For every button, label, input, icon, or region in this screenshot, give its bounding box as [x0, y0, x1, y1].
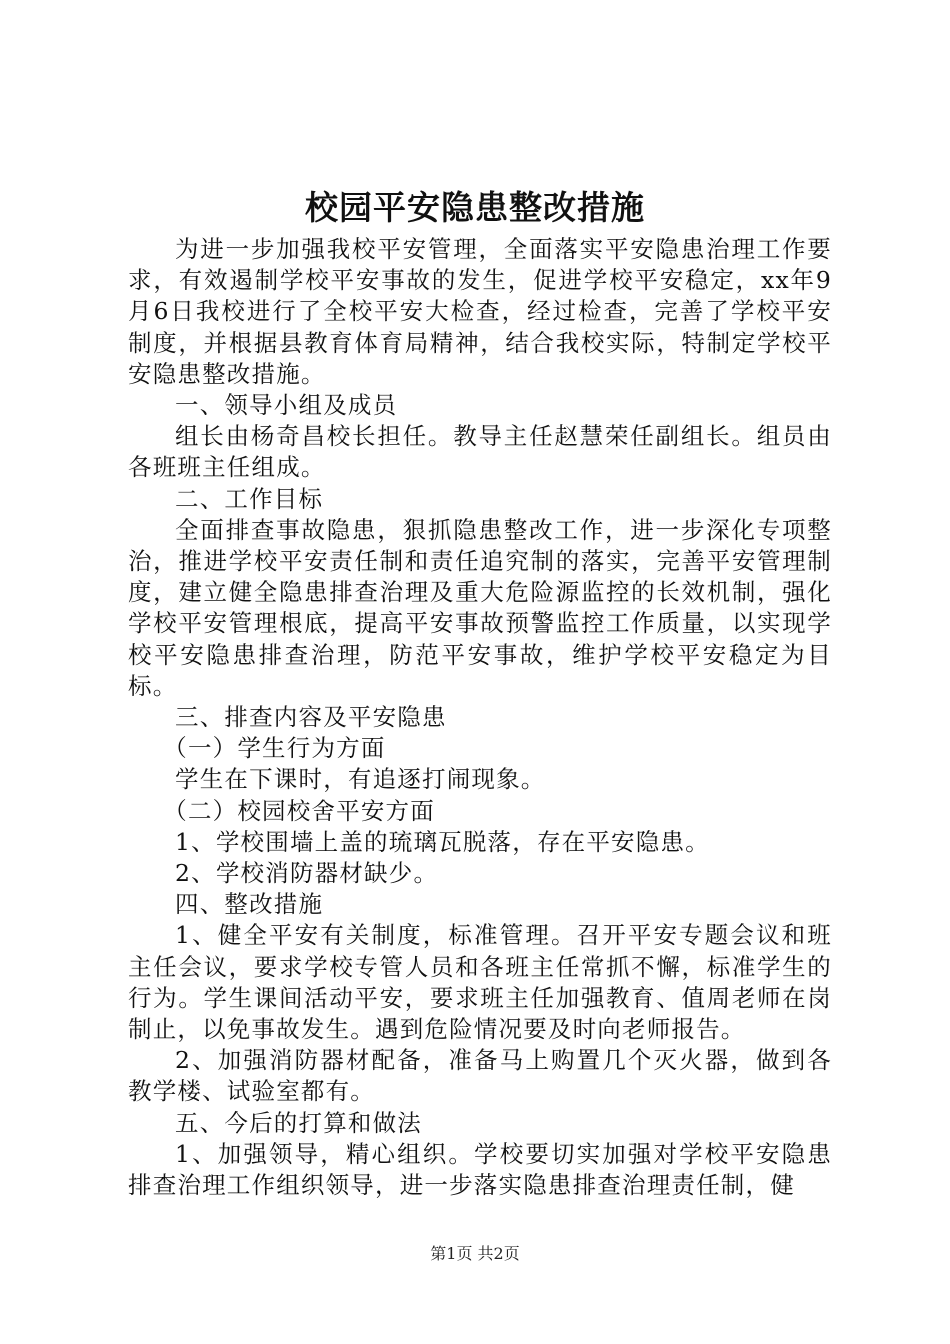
list-item-wall-tiles: 1、学校围墙上盖的琉璃瓦脱落，存在平安隐患。 [175, 827, 710, 856]
paragraph-future-plan-1: 1、加强领导，精心组织。学校要切实加强对学校平安隐患排查治理工作组织领导，进一步落实隐患排查治理责任制，健 [128, 1139, 832, 1200]
document-title: 校园平安隐患整改措施 [305, 188, 645, 227]
subheading-student-behavior: （一）学生行为方面 [163, 734, 386, 763]
subheading-campus-safety: （二）校园校舍平安方面 [163, 796, 435, 825]
heading-future-plans: 五、今后的打算和做法 [175, 1108, 422, 1137]
paragraph-measure-1: 1、健全平安有关制度，标准管理。召开平安专题会议和班主任会议，要求学校专管人员和各班主任常抓不懈，标准学生的行为。学生课间活动平安，要求班主任加强教育、值周老师在岗制止，以免事故发生。遇到危险情况要及时向老师报告。 [128, 921, 832, 1044]
document-body [128, 234, 832, 1201]
heading-rectification-measures: 四、整改措施 [175, 890, 324, 919]
heading-leadership-group: 一、领导小组及成员 [175, 391, 398, 420]
paragraph-work-goals: 全面排查事故隐患，狠抓隐患整改工作，进一步深化专项整治，推进学校平安责任制和责任追究制的落实，完善平安管理制度，建立健全隐患排查治理及重大危险源监控的长效机制，强化学校平安管理根底，提高平安事故预警监控工作质量，以实现学校平安隐患排查治理，防范平安事故，维护学校平安稳定为目标。 [128, 515, 832, 700]
paragraph-intro: 为进一步加强我校平安管理，全面落实平安隐患治理工作要求，有效遏制学校平安事故的发生，促进学校平安稳定，xx年9月6日我校进行了全校平安大检查，经过检查，完善了学校平安制度，并根据县教育体育局精神，结合我校实际，特制定学校平安隐患整改措施。 [128, 235, 832, 388]
paragraph-leadership: 组长由杨奇昌校长担任。教导主任赵慧荣任副组长。组员由各班班主任组成。 [128, 422, 832, 482]
page-footer: 第1页 共2页 [430, 1244, 520, 1263]
heading-inspection-content: 三、排查内容及平安隐患 [175, 703, 447, 732]
heading-work-goals: 二、工作目标 [175, 484, 324, 513]
list-item-fire-equipment: 2、学校消防器材缺少。 [175, 859, 439, 888]
paragraph-measure-2: 2、加强消防器材配备，准备马上购置几个灭火器，做到各教学楼、试验室都有。 [128, 1046, 832, 1106]
paragraph-student-behavior: 学生在下课时，有追逐打闹现象。 [175, 765, 546, 794]
